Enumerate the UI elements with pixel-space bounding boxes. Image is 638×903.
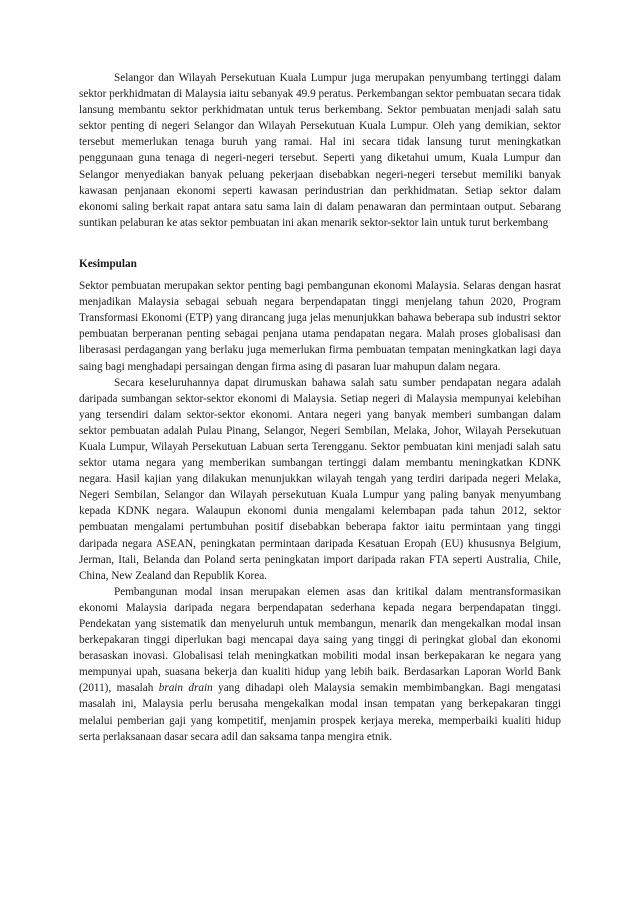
conclusion-paragraph-2: Secara keseluruhannya dapat dirumuskan bahawa salah satu sumber pendapatan negara adalah daripada sumbangan sektor-sektor ekonomi di Malaysia. Setiap negeri di Malaysia mempunyai kelebihan yang tersendiri dalam sektor-sektor ekonomi. Antara negeri yang banyak memberi sumbangan dalam sektor pembuatan adalah Pulau Pinang, Selangor, Negeri Sembilan, Melaka, Johor, Wilayah Persekutuan Kuala Lumpur, Wilayah Persekutuan Labuan serta Terengganu. Sektor pembuatan kini menjadi salah satu sektor utama negara yang memberikan sumbangan tertinggi dalam membantu meningkatkan KDNK negara. Hasil kajian yang dilakukan menunjukkan wilayah tengah yang terdiri daripada negeri Melaka, Negeri Sembilan, Selangor dan Wilayah persekutuan Kuala Lumpur yang paling banyak menyumbang kepada KDNK negara. Walaupun ekonomi dunia mengalami kelembapan pada tahun 2012, sektor pembuatan mengalami pertumbuhan positif disebabkan beberapa faktor iaitu permintaan yang tinggi daripada negara ASEAN, peningkatan permintaan daripada Kesatuan Eropah (EU) khususnya Belgium, Jerman, Itali, Belanda dan Poland serta peningkatan import daripada rakan FTA seperti Australia, Chile, China, New Zealand dan Republik Korea. [79, 376, 561, 582]
italic-term: brain drain [158, 682, 213, 695]
intro-paragraph: Selangor dan Wilayah Persekutuan Kuala Lumpur juga merupakan penyumbang tertinggi dalam sektor perkhidmatan di Malaysia iaitu sebanyak 49.9 peratus. Perkembangan sektor pembuatan secara tidak lansung membantu sektor perkhidmatan untuk terus berkembang. Sektor pembuatan menjadi salah satu sektor penting di negeri Selangor dan Wilayah Persekutuan Kuala Lumpur. Oleh yang demikian, sektor tersebut memerlukan tenaga buruh yang ramai. Hal ini secara tidak lansung turut meningkatkan penggunaan guna tenaga di negeri-negeri tersebut. Seperti yang diketahui umum, Kuala Lumpur dan Selangor menyediakan banyak peluang pekerjaan disebabkan negeri-negeri tersebut memiliki banyak kawasan penjanaan ekonomi seperti kawasan perindustrian dan perkhidmatan. Setiap sektor dalam ekonomi saling berkait rapat antara satu sama lain di dalam penawaran dan permintaan output. Sebarang suntikan pelaburan ke atas sektor pembuatan ini akan menarik sektor-sektor lain untuk turut berkembang [79, 72, 561, 229]
document-body [79, 70, 561, 745]
conclusion-paragraph-3 [79, 584, 561, 745]
conclusion-paragraph-3-part-2: yang dihadapi oleh Malaysia semakin membimbangkan. Bagi mengatasi masalah ini, Malaysia perlu berusaha mengekalkan modal insan tempatan yang berkepakaran tinggi melalui pemberian gaji yang kompetitif, menjamin prospek kerjaya mereka, memperbaiki kualiti hidup serta perlaksanaan dasar secara adil dan saksama tanpa mengira etnik. [79, 682, 561, 743]
conclusion-paragraph-3-part-1: Pembangunan modal insan merupakan elemen asas dan kritikal dalam mentransformasikan ekonomi Malaysia daripada negara berpendapatan sederhana kepada negara berpendapatan tinggi. Pendekatan yang sistematik dan menyeluruh untuk membangun, menarik dan mengekalkan modal insan berkepakaran tinggi diperlukan bagi mencapai daya saing yang tinggi di peringkat global dan ekonomi berasaskan inovasi. Globalisasi telah meningkatkan mobiliti modal insan berkepakaran ke negara yang mempunyai upah, suasana bekerja dan kualiti hidup yang lebih baik. Berdasarkan Laporan World Bank (2011), masalah [79, 585, 561, 695]
section-spacer [79, 231, 561, 256]
conclusion-paragraph-1: Sektor pembuatan merupakan sektor penting bagi pembangunan ekonomi Malaysia. Selaras dengan hasrat menjadikan Malaysia sebagai sebuah negara berpendapatan tinggi menjelang tahun 2020, Program Transformasi Ekonomi (ETP) yang dirancang juga jelas menunjukkan bahawa beberapa sub industri sektor pembuatan berperanan penting sebagai penjana utama pendapatan negara. Malah proses globalisasi dan liberasasi perdagangan yang berlaku juga memerlukan firma pembuatan tempatan meningkatkan lagi daya saing bagi menghadapi persaingan dengan firma asing di pasaran luar mahupun dalam negara. [79, 280, 561, 373]
section-heading: Kesimpulan [79, 257, 137, 270]
